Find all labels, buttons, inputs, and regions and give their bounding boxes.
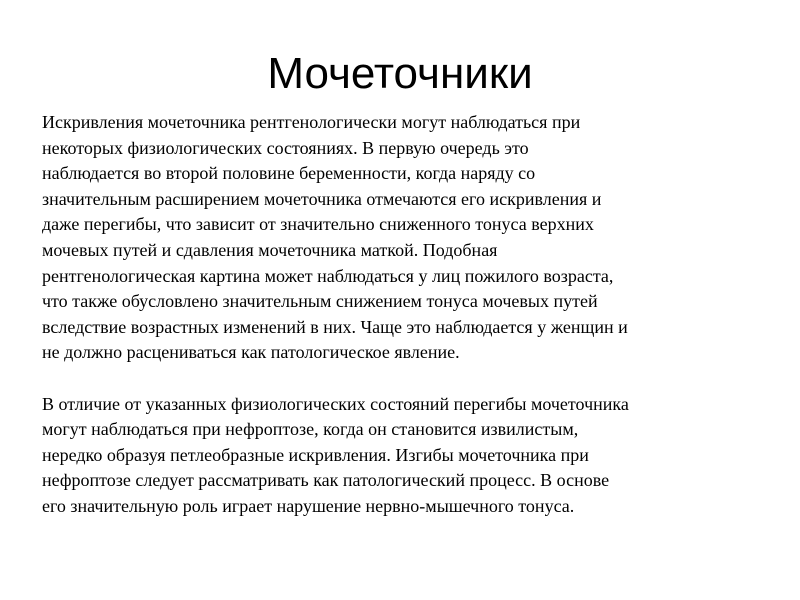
text-line: что также обусловлено значительным снижением тонуса мочевых путей: [42, 291, 598, 312]
text-line: Искривления мочеточника рентгенологически могут наблюдаться при: [42, 112, 581, 132]
text-line: даже перегибы, что зависит от значительно сниженного тонуса верхних: [42, 214, 594, 235]
text-line: его значительную роль играет нарушение нервно-мышечного тонуса.: [42, 495, 575, 516]
text-line: рентгенологическая картина может наблюдаться у лиц пожилого возраста,: [42, 265, 614, 286]
text-line: значительным расширением мочеточника отмечаются его искривления и: [42, 188, 602, 209]
paragraph-spacer: [42, 366, 782, 392]
text-line: нередко образуя петлеобразные искривления. Изгибы мочеточника при: [42, 444, 589, 465]
text-line: вследствие возрастных изменений в них. Чаще это наблюдается у женщин и: [42, 316, 628, 337]
text-line: нефроптозе следует рассматривать как патологический процесс. В основе: [42, 470, 610, 491]
text-line: наблюдается во второй половине беременности, когда наряду со: [42, 163, 536, 184]
paragraph-1: [42, 110, 782, 366]
text-line: могут наблюдаться при нефроптозе, когда он становится извилистым,: [42, 419, 579, 440]
text-line: не должно расцениваться как патологическое явление.: [42, 342, 460, 363]
slide-title: Мочеточники: [267, 49, 533, 98]
text-line: мочевых путей и сдавления мочеточника маткой. Подобная: [42, 239, 498, 260]
text-line: В отличие от указанных физиологических состояний перегибы мочеточника: [42, 393, 629, 414]
slide-body: [42, 110, 782, 520]
paragraph-2: [42, 392, 782, 520]
text-line: некоторых физиологических состояниях. В первую очередь это: [42, 137, 529, 158]
